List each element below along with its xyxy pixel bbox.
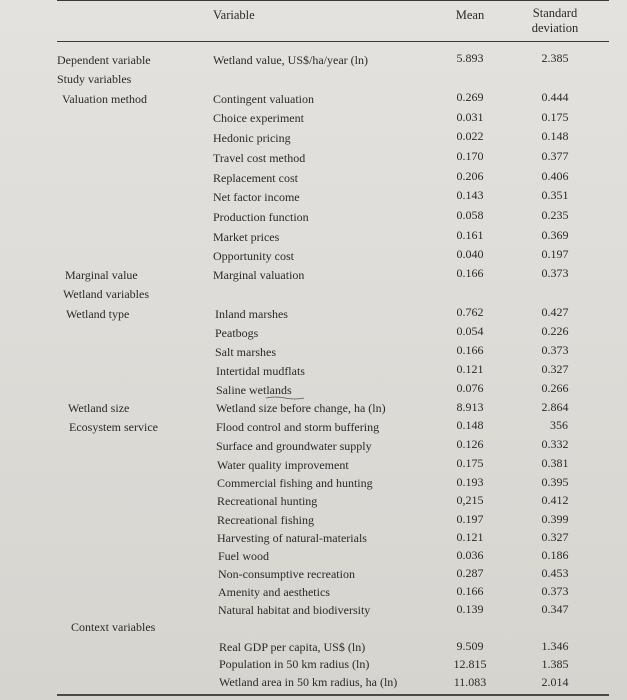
row-sd: 0.381	[541, 456, 569, 470]
row-sd: 0.148	[541, 129, 569, 143]
row-variable: Wetland size before change, ha (ln)	[216, 401, 386, 415]
category-dependent-variable: Dependent variable	[57, 53, 151, 67]
header-sd-line2: deviation	[531, 21, 579, 35]
category-valuation-method: Valuation method	[62, 92, 147, 106]
row-sd: 1.346	[541, 639, 569, 653]
row-mean: 0.166	[456, 266, 484, 280]
row-variable: Harvesting of natural-materials	[217, 531, 367, 545]
row-mean: 0.036	[456, 548, 484, 562]
row-variable: Peatbogs	[215, 326, 259, 340]
row-sd: 1.385	[541, 657, 569, 671]
row-sd: 2.385	[541, 51, 569, 65]
row-variable: Population in 50 km radius (ln)	[219, 657, 370, 671]
row-mean: 0.139	[456, 602, 484, 616]
row-sd: 0.327	[541, 362, 569, 376]
row-sd: 0.412	[541, 493, 569, 507]
row-sd: 0.369	[541, 228, 569, 242]
row-sd: 2.864	[541, 400, 569, 414]
row-sd: 0.332	[541, 437, 569, 451]
category-wetland-size: Wetland size	[68, 401, 130, 415]
row-variable: Contingent valuation	[213, 92, 314, 106]
row-mean: 0.121	[456, 530, 484, 544]
row-variable: Flood control and storm buffering	[216, 420, 380, 434]
row-variable: Choice experiment	[213, 111, 304, 125]
row-variable: Opportunity cost	[213, 249, 294, 263]
row-variable: Replacement cost	[213, 171, 298, 185]
row-variable: Market prices	[213, 230, 280, 244]
row-mean: 0.166	[456, 343, 484, 357]
row-variable: Non-consumptive recreation	[218, 567, 355, 581]
row-mean: 0.193	[456, 475, 484, 489]
row-mean: 0,215	[456, 493, 484, 507]
header-rule	[57, 41, 609, 42]
header-sd-line1: Standard	[532, 6, 578, 20]
row-variable: Surface and groundwater supply	[216, 439, 372, 453]
row-sd: 0.351	[541, 188, 569, 202]
row-sd: 0.427	[541, 305, 569, 319]
category-ecosystem-service: Ecosystem service	[69, 420, 158, 434]
row-sd: 0.399	[541, 512, 569, 526]
row-mean: 8.913	[456, 400, 484, 414]
row-sd: 0.235	[541, 208, 569, 222]
row-mean: 0.161	[456, 228, 484, 242]
row-sd: 0.395	[541, 475, 569, 489]
row-sd: 0.197	[541, 247, 569, 261]
row-variable: Saline wetlands	[216, 383, 292, 397]
row-mean: 12.815	[453, 657, 487, 671]
row-sd: 0.373	[541, 343, 569, 357]
row-mean: 0.175	[456, 456, 484, 470]
row-mean: 0.058	[456, 208, 484, 222]
row-mean: 0.170	[456, 149, 484, 163]
row-variable: Real GDP per capita, US$ (ln)	[219, 640, 366, 654]
table-top-rule	[57, 0, 609, 1]
category-wetland-variables: Wetland variables	[63, 287, 149, 301]
header-variable: Variable	[213, 8, 255, 22]
row-variable: Wetland value, US$/ha/year (ln)	[213, 53, 368, 67]
pen-mark	[265, 396, 305, 400]
row-mean: 0.206	[456, 169, 484, 183]
row-variable: Salt marshes	[215, 345, 276, 359]
row-variable: Intertidal mudflats	[216, 364, 305, 378]
row-sd: 2.014	[541, 675, 569, 689]
row-sd: 0.175	[541, 110, 569, 124]
row-variable: Net factor income	[213, 190, 300, 204]
row-variable: Wetland area in 50 km radius, ha (ln)	[219, 675, 398, 689]
row-mean: 5.893	[456, 51, 484, 65]
row-variable: Recreational hunting	[217, 494, 318, 508]
row-mean: 0.126	[456, 437, 484, 451]
row-sd: 0.347	[541, 602, 569, 616]
row-sd: 0.444	[541, 90, 569, 104]
row-mean: 0.148	[456, 418, 484, 432]
row-sd: 0.266	[541, 381, 569, 395]
row-sd: 356	[550, 418, 568, 432]
row-sd: 0.186	[541, 548, 569, 562]
row-mean: 0.040	[456, 247, 484, 261]
row-sd: 0.453	[541, 566, 569, 580]
row-mean: 0.166	[456, 584, 484, 598]
row-variable: Production function	[213, 210, 309, 224]
row-variable: Commercial fishing and hunting	[217, 476, 373, 490]
row-mean: 0.121	[456, 362, 484, 376]
row-variable: Inland marshes	[215, 307, 288, 321]
row-mean: 0.197	[456, 512, 484, 526]
table-bottom-rule	[57, 694, 609, 696]
row-sd: 0.373	[541, 266, 569, 280]
row-mean: 0.269	[456, 90, 484, 104]
category-wetland-type: Wetland type	[66, 307, 130, 321]
row-variable: Amenity and aesthetics	[218, 585, 330, 599]
row-variable: Fuel wood	[218, 549, 269, 563]
row-sd: 0.406	[541, 169, 569, 183]
header-mean: Mean	[455, 8, 485, 22]
row-variable: Travel cost method	[213, 151, 306, 165]
row-variable: Water quality improvement	[217, 458, 349, 472]
row-sd: 0.373	[541, 584, 569, 598]
category-study-variables: Study variables	[57, 72, 132, 86]
row-variable: Natural habitat and biodiversity	[218, 603, 371, 617]
row-sd: 0.327	[541, 530, 569, 544]
row-sd: 0.226	[541, 324, 569, 338]
row-mean: 0.076	[456, 381, 484, 395]
row-variable: Marginal valuation	[213, 268, 305, 282]
row-mean: 0.031	[456, 110, 484, 124]
row-mean: 11.083	[453, 675, 487, 689]
row-variable: Hedonic pricing	[213, 131, 291, 145]
row-mean: 0.022	[456, 129, 484, 143]
category-marginal-value: Marginal value	[65, 268, 138, 282]
row-sd: 0.377	[541, 149, 569, 163]
row-variable: Recreational fishing	[217, 513, 314, 527]
category-context-variables: Context variables	[71, 620, 156, 634]
row-mean: 9.509	[456, 639, 484, 653]
row-mean: 0.287	[456, 566, 484, 580]
row-mean: 0.054	[456, 324, 484, 338]
row-mean: 0.143	[456, 188, 484, 202]
row-mean: 0.762	[456, 305, 484, 319]
